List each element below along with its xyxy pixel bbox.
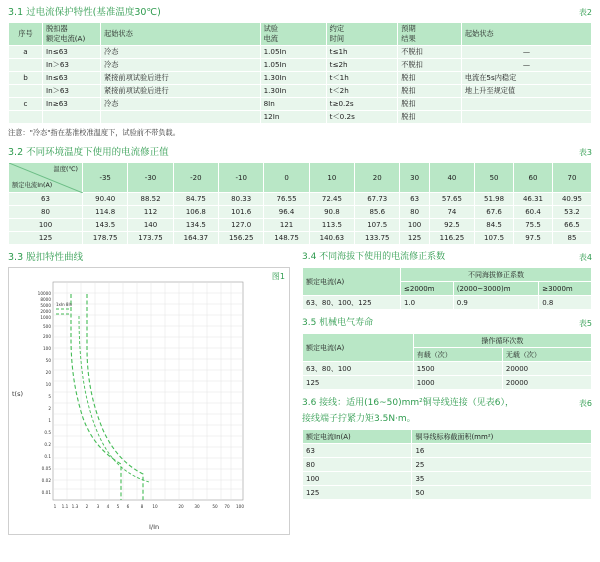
section-3-4-title: 3.4 不同海拔下使用的电流修正系数 [302,252,446,262]
svg-text:1xIn 8In: 1xIn 8In [56,302,73,307]
svg-text:20: 20 [178,504,184,509]
cell-val: 106.8 [173,206,218,219]
cell-val: 20000 [502,362,591,376]
th-conductor-area: 铜导线标称截面积(mm²) [412,430,592,444]
table-row [9,219,592,232]
cell-val: 90.8 [309,206,354,219]
table-tag-2: 表2 [578,8,592,17]
cell-in: 80 [303,458,412,472]
cell-current: 1.05In [260,59,326,72]
cell-val: 96.4 [264,206,309,219]
th-alt-ge3000: ≥3000m [539,282,592,296]
trip-curve-svg [9,268,291,534]
cell-in [43,111,101,124]
table-row [303,486,592,500]
svg-text:70: 70 [224,504,230,509]
table-head [303,334,592,362]
table-header-row [9,163,592,193]
cell-area: 25 [412,458,592,472]
cell-val: 140.63 [309,232,354,245]
table-header-row [9,23,592,46]
svg-text:1.1: 1.1 [61,504,69,509]
th-rated-current-label: 额定电流In(A) [12,182,53,189]
cell-val: 85 [552,232,591,245]
cell-val: 57.65 [429,193,474,206]
cell-val: 46.31 [514,193,553,206]
cell-val: 40.95 [552,193,591,206]
table-head [9,163,592,193]
cell-in: 63、80、100 [303,362,414,376]
cell-state: 冷态 [101,59,261,72]
cell-val: 80 [400,206,429,219]
cell-in: In＞63 [43,85,101,98]
cell-val: 1500 [413,362,502,376]
cell-state: 紧接前项试验后进行 [101,85,261,98]
cell-val: 178.75 [83,232,128,245]
cell-val: 133.75 [355,232,400,245]
cell-state: 冷态 [101,98,261,111]
table-tag-4: 表4 [578,253,592,262]
th-unloaded: 无载（次） [502,348,591,362]
section-3-2-title: 3.2 不同环境温度下使用的电流修正值 [8,147,169,158]
table-row [303,458,592,472]
cell-time: t＜2h [326,85,398,98]
table-head [303,268,592,296]
table-header-row [303,334,592,348]
cell-result: 不脱扣 [398,46,462,59]
cell-no: c [9,98,43,111]
cell-time: t＜1h [326,72,398,85]
svg-text:0.05: 0.05 [41,466,51,471]
table-body [303,362,592,390]
cell-val: 156.25 [219,232,264,245]
table-tag-3: 表3 [578,148,592,157]
table-row [9,232,592,245]
th-conventional-time: 约定 时间 [326,23,398,46]
cell-val: 88.52 [128,193,173,206]
cell-no: b [9,72,43,85]
cell-init: 电流在5s内稳定 [461,72,591,85]
svg-text:200: 200 [43,334,51,339]
cell-init: 地上升至规定值 [461,85,591,98]
cell-state: 冷态 [101,46,261,59]
cell-val: 112 [128,206,173,219]
table-mechanical-electrical-life [302,333,592,390]
trip-curve-chart [8,267,290,535]
cell-val: 164.37 [173,232,218,245]
th-temp-0: 0 [264,163,309,193]
th-temp-30: 30 [400,163,429,193]
cell-area: 35 [412,472,592,486]
table-body [9,193,592,245]
chart-y-axis-label: t(s) [12,390,24,399]
th-alt-2000-3000: (2000~3000)m [453,282,538,296]
table-row [9,98,592,111]
cell-val: 67.73 [355,193,400,206]
cell-result: 脱扣 [398,111,462,124]
cell-in: 100 [303,472,412,486]
svg-text:10000: 10000 [37,291,51,296]
th-start-state: 起始状态 [461,23,591,46]
svg-text:1: 1 [48,418,51,423]
cell-val: 76.55 [264,193,309,206]
cell-val: 67.6 [475,206,514,219]
th-altitude-factor: 不同海拔修正系数 [401,268,592,282]
cell-state: 紧接前项试验后进行 [101,72,261,85]
cell-val: 100 [400,219,429,232]
section-3-1-title: 3.1 过电流保护特性(基准温度30℃) [8,7,161,18]
cell-val: 90.40 [83,193,128,206]
cell-val: 84.75 [173,193,218,206]
th-rated-current: 额定电流(A) [303,268,401,296]
section-3-1 [8,6,592,138]
cell-in: In≥63 [43,98,101,111]
cell-val: 51.98 [475,193,514,206]
svg-text:1: 1 [53,504,57,509]
table-tag-6: 表6 [578,399,592,408]
svg-text:4: 4 [106,504,110,509]
svg-text:30: 30 [194,504,200,509]
cell-current: 8In [260,98,326,111]
table-body [303,296,592,310]
th-corner-diagonal [9,163,83,193]
section-3-6 [302,397,592,500]
th-loaded: 有载（次） [413,348,502,362]
cell-time: t≤1h [326,46,398,59]
right-column [302,251,592,535]
svg-text:8: 8 [140,504,144,509]
th-temp-70: 70 [552,163,591,193]
svg-text:2: 2 [48,406,51,411]
cell-init: — [461,59,591,72]
table-row [303,296,592,310]
th-temp-20: 20 [355,163,400,193]
table-temperature-correction [8,162,592,245]
cell-val: 173.75 [128,232,173,245]
svg-text:0.1: 0.1 [44,454,51,459]
svg-text:10: 10 [45,382,51,387]
th-temperature-label: 温度(℃) [53,166,78,173]
table-header-row [303,268,592,282]
th-no: 序号 [9,23,43,46]
cell-val: 143.5 [83,219,128,232]
cell-current: 1.30In [260,72,326,85]
th-temp--20: -20 [173,163,218,193]
cell-val: 80.33 [219,193,264,206]
section-3-2 [8,146,592,245]
cell-in: 125 [303,486,412,500]
svg-text:5: 5 [116,504,120,509]
table-row [9,59,592,72]
th-rated-current: 脱扣器 额定电流(A) [43,23,101,46]
cell-val: 107.5 [475,232,514,245]
table-overcurrent-protection [8,22,592,124]
th-temp--35: -35 [83,163,128,193]
cell-in: 125 [9,232,83,245]
cell-val: 114.8 [83,206,128,219]
cell-in: 63、80、100、125 [303,296,401,310]
cell-in: In≤63 [43,72,101,85]
section-3-5-title: 3.5 机械电气寿命 [302,318,374,328]
th-operation-cycles: 操作循环次数 [413,334,591,348]
section-3-3-title: 3.3 脱扣特性曲线 [8,252,84,263]
cell-init: — [461,46,591,59]
cell-no: a [9,46,43,59]
svg-text:50: 50 [212,504,218,509]
svg-text:100: 100 [43,346,51,351]
table-row [303,376,592,390]
table-row [303,362,592,376]
section-3-3 [8,251,290,535]
svg-text:500: 500 [43,324,51,329]
svg-text:8000: 8000 [40,297,51,302]
cell-val: 134.5 [173,219,218,232]
table-body [303,444,592,500]
cell-in: 63 [303,444,412,458]
table-row [9,193,592,206]
table-body [9,46,592,124]
table-head [303,430,592,444]
cell-val: 0.8 [539,296,592,310]
cell-no [9,59,43,72]
cell-val: 107.5 [355,219,400,232]
table-head [9,23,592,46]
th-initial-state: 起始状态 [101,23,261,46]
table-tag-5: 表5 [578,319,592,328]
cell-val: 84.5 [475,219,514,232]
table-row [9,46,592,59]
th-rated-current: 额定电流(A) [303,334,414,362]
cell-result: 脱扣 [398,72,462,85]
cell-val: 148.75 [264,232,309,245]
table-wiring [302,429,592,500]
cell-current: 12In [260,111,326,124]
chart-x-axis-label: I/In [149,523,160,531]
cell-val: 97.5 [514,232,553,245]
table-altitude-correction [302,267,592,310]
cell-val: 72.45 [309,193,354,206]
cell-val: 20000 [502,376,591,390]
section-3-6-title-line1: 3.6 接线：适用(16~50)mm²铜导线连接（见表6）， [302,398,515,408]
cell-result: 脱扣 [398,98,462,111]
cell-in: In≤63 [43,46,101,59]
table-row [303,444,592,458]
cell-val: 127.0 [219,219,264,232]
svg-text:1000: 1000 [40,315,51,320]
svg-text:5: 5 [48,394,51,399]
svg-text:0.5: 0.5 [44,430,51,435]
table-row [303,472,592,486]
svg-text:10: 10 [152,504,158,509]
table-row [9,111,592,124]
cell-val: 74 [429,206,474,219]
cell-in: 100 [9,219,83,232]
cell-result: 不脱扣 [398,59,462,72]
cell-val: 116.25 [429,232,474,245]
cell-time: t≤2h [326,59,398,72]
cell-val: 85.6 [355,206,400,219]
cell-no [9,111,43,124]
cell-val: 101.6 [219,206,264,219]
cell-val: 92.5 [429,219,474,232]
table-row [9,72,592,85]
th-temp-10: 10 [309,163,354,193]
svg-text:5000: 5000 [40,303,51,308]
svg-text:50: 50 [45,358,51,363]
svg-text:100: 100 [236,504,244,509]
cell-area: 50 [412,486,592,500]
th-temp-40: 40 [429,163,474,193]
section-3-1-note: 注意："冷态"指在基准校准温度下，试验前不带负载。 [8,128,180,137]
cell-init [461,98,591,111]
svg-text:1.3: 1.3 [71,504,79,509]
cell-val: 1000 [413,376,502,390]
th-expected-result: 预期 结果 [398,23,462,46]
svg-text:3: 3 [96,504,100,509]
cell-current: 1.30In [260,85,326,98]
cell-time: t≥0.2s [326,98,398,111]
cell-result: 脱扣 [398,85,462,98]
cell-val: 75.5 [514,219,553,232]
cell-val: 53.2 [552,206,591,219]
svg-text:2: 2 [85,504,89,509]
cell-in: 80 [9,206,83,219]
cell-val: 113.5 [309,219,354,232]
th-temp-60: 60 [514,163,553,193]
section-3-6-title-line2: 接线端子拧紧力矩3.5N·m。 [302,414,416,424]
svg-text:0.01: 0.01 [41,490,51,495]
cell-in: 63 [9,193,83,206]
th-temp--30: -30 [128,163,173,193]
table-header-row [303,430,592,444]
cell-val: 1.0 [401,296,454,310]
cell-in: 125 [303,376,414,390]
table-row [9,85,592,98]
th-alt-le2000: ≤2000m [401,282,454,296]
cell-current: 1.05In [260,46,326,59]
cell-val: 125 [400,232,429,245]
figure-tag-1: 图1 [271,272,285,281]
th-temp--10: -10 [219,163,264,193]
cell-state [101,111,261,124]
section-3-4 [302,251,592,310]
cell-val: 121 [264,219,309,232]
cell-area: 16 [412,444,592,458]
cell-in: In＞63 [43,59,101,72]
th-rated-current: 额定电流In(A) [303,430,412,444]
section-3-5 [302,317,592,390]
svg-text:2000: 2000 [40,309,51,314]
svg-text:0.02: 0.02 [41,478,51,483]
cell-val: 63 [400,193,429,206]
svg-text:6: 6 [126,504,130,509]
table-row [9,206,592,219]
th-temp-50: 50 [475,163,514,193]
cell-val: 0.9 [453,296,538,310]
cell-no [9,85,43,98]
cell-val: 66.5 [552,219,591,232]
svg-text:0.2: 0.2 [44,442,51,447]
cell-init [461,111,591,124]
lower-columns [8,251,592,535]
cell-val: 140 [128,219,173,232]
svg-text:20: 20 [45,370,51,375]
th-test-current: 试验 电流 [260,23,326,46]
cell-val: 60.4 [514,206,553,219]
cell-time: t＜0.2s [326,111,398,124]
